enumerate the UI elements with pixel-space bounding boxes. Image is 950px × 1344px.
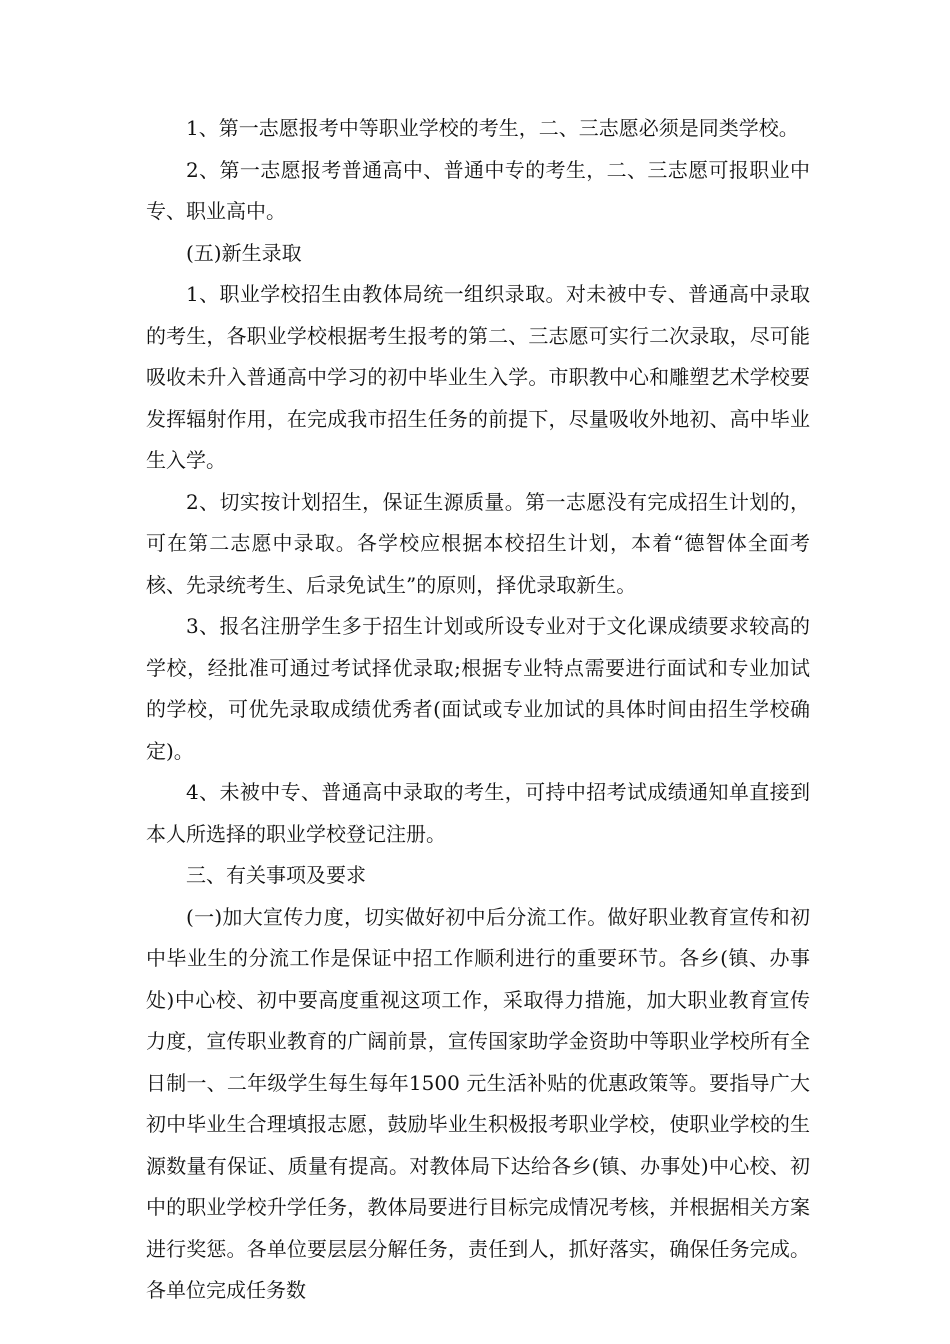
paragraph-1: 1、第一志愿报考中等职业学校的考生，二、三志愿必须是同类学校。 [186, 116, 799, 140]
document-page [146, 108, 810, 1312]
paragraph-7: (一)加大宣传力度，切实做好初中后分流工作。做好职业教育宣传和初中毕业生的分流工作是保证中招工作顺利进行的重要环节。各乡(镇、办事处)中心校、初中要高度重视这项工作，采取得力措施，加大职业教育宣传力度，宣传职业教育的广阔前景，宣传国家助学金资助中等职业学校所有全日制一、二年级学生每生每年1500 元生活补贴的优惠政策等。要指导广大初中毕业生合理填报志愿，鼓励毕业生积极报考职业学校，使职业学校的生源数量有保证、质量有提高。对教体局下达给各乡(镇、办事处)中心校、初中的职业学校升学任务，教体局要进行目标完成情况考核，并根据相关方案进行奖惩。各单位要层层分解任务，责任到人，抓好落实，确保任务完成。各单位完成任务数 [146, 904, 810, 1302]
paragraph-4: 2、切实按计划招生，保证生源质量。第一志愿没有完成招生计划的，可在第二志愿中录取。各学校应根据本校招生计划，本着“德智体全面考核、先录统考生、后录免试生”的原则，择优录取新生。 [146, 489, 810, 597]
paragraph-3: 1、职业学校招生由教体局统一组织录取。对未被中专、普通高中录取的考生，各职业学校根据考生报考的第二、三志愿可实行二次录取，尽可能吸收未升入普通高中学习的初中毕业生入学。市职教中心和雕塑艺术学校要发挥辐射作用，在完成我市招生任务的前提下，尽量吸收外地初、高中毕业生入学。 [146, 282, 810, 472]
section-heading-admission: (五)新生录取 [186, 240, 302, 265]
paragraph-2: 2、第一志愿报考普通高中、普通中专的考生，二、三志愿可报职业中专、职业高中。 [146, 157, 810, 223]
paragraph-6: 4、未被中专、普通高中录取的考生，可持中招考试成绩通知单直接到本人所选择的职业学校登记注册。 [146, 780, 810, 846]
paragraph-5: 3、报名注册学生多于招生计划或所设专业对于文化课成绩要求较高的学校，经批准可通过考试择优录取;根据专业特点需要进行面试和专业加试的学校，可优先录取成绩优秀者(面试或专业加试的具体时间由招生学校确定)。 [146, 614, 810, 763]
section-heading-requirements: 三、有关事项及要求 [186, 863, 366, 887]
